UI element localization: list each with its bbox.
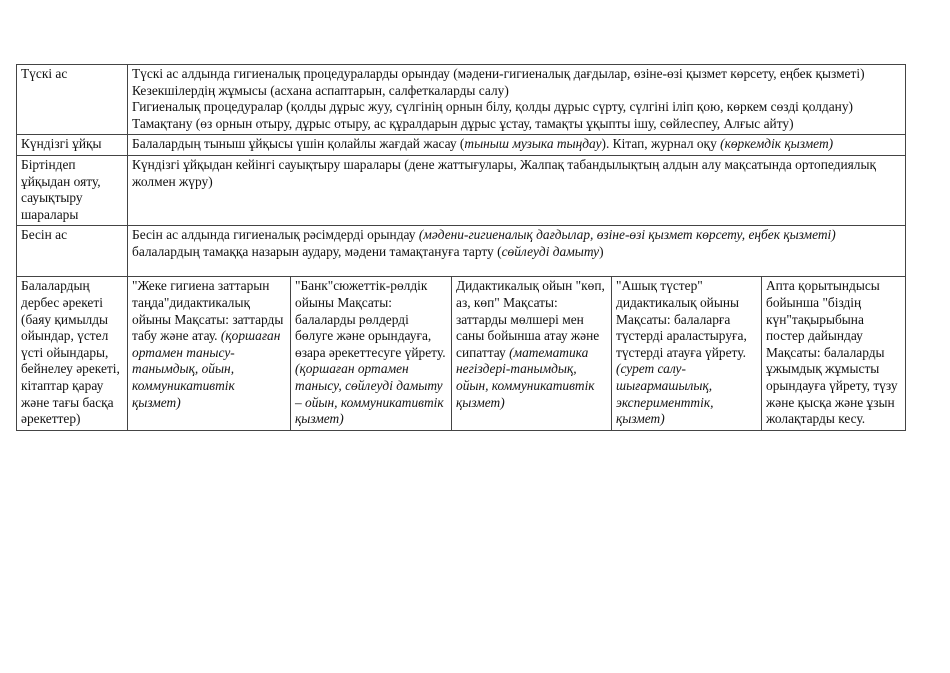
- content-italic: тыныш музыка тыңдау: [464, 136, 602, 152]
- activity-cell: [762, 277, 906, 430]
- activity-text: Апта қорытындысы бойынша "біздің күн"тақырыбына постер дайындау Мақсаты: балаларды ұжымдық жұмысты орындауға үйрету, түзу және қысқа және ұзын жолақтарды кесу.: [766, 278, 898, 427]
- table-row: [17, 135, 906, 156]
- activity-cell: [612, 277, 762, 430]
- table-row: [17, 277, 906, 430]
- activity-text: Дидактикалық ойын "көп, аз, көп" Мақсаты: заттарды мөлшері мен саны бойынша атау және сипаттау: [456, 278, 605, 360]
- activity-italic: (математика негіздері-танымдық, ойын, коммуникативтік қызмет): [456, 344, 595, 410]
- activity-cell: [452, 277, 612, 430]
- content-italic: (көркемдік қызмет): [720, 136, 834, 152]
- row-content: [128, 226, 906, 277]
- row-content: Күндізгі ұйқыдан кейінгі сауықтыру шаралары (дене жаттығулары, Жалпақ табандылықтың алдын алу мақсатында ортопедиялық жолмен жүру): [128, 155, 906, 225]
- content-italic: сөйлеуді дамыту: [501, 243, 600, 259]
- content-text: ): [599, 243, 604, 259]
- content-line: Тамақтану (өз орнын отыру, дұрыс отыру, ас құралдарын дұрыс ұстау, тамақты ұқыпты ішу, сөйлеспеу, Алғыс айту): [132, 115, 794, 131]
- table-row: [17, 65, 906, 135]
- activity-italic: (қоршаған ортамен танысу-танымдық, ойын, коммуникативтік қызмет): [132, 328, 281, 410]
- row-label: Түскі ас: [17, 65, 128, 135]
- activity-cell: [128, 277, 291, 430]
- content-line: Түскі ас алдында гигиеналық процедураларды орындау (мәдени-гигиеналық дағдылар, өзіне-өзі қызмет көрсету, еңбек қызметі): [132, 66, 865, 81]
- row-label: Балалардың дербес әрекеті (баяу қимылды ойындар, үстел үсті ойындары, бейнелеу әрекеті, кітаптар қарау және тағы басқа әрекеттер): [17, 277, 128, 430]
- content-text: Балалардың тыныш ұйқысы үшін қолайлы жағдай жасау (: [132, 136, 465, 152]
- table-row: [17, 155, 906, 225]
- content-italic: (мәдени-гигиеналық дағдылар, өзіне-өзі қызмет көрсету, еңбек қызметі): [418, 227, 836, 243]
- content-text: Бесін ас алдында гигиеналық рәсімдерді орындау: [132, 227, 419, 243]
- activity-cell: [291, 277, 452, 430]
- content-text: балалардың тамаққа назарын аудару, мәдени тамақтануға тарту (: [132, 243, 502, 259]
- row-label: Бесін ас: [17, 226, 128, 277]
- content-line: Кезекшілердің жұмысы (асхана аспаптарын, салфеткаларды салу): [132, 82, 509, 98]
- row-label: Біртіндеп ұйқыдан ояту, сауықтыру шаралары: [17, 155, 128, 225]
- activity-text: "Ашық түстер" дидактикалық ойыны Мақсаты: балаларға түстерді араластыруға, түстерді атауға үйрету.: [616, 278, 747, 360]
- row-content: [128, 135, 906, 156]
- row-label: Күндізгі ұйқы: [17, 135, 128, 156]
- activity-text: "Жеке гигиена заттарын таңда"дидактикалық ойыны Мақсаты: заттарды табу және атау.: [132, 278, 284, 344]
- row-content: [128, 65, 906, 135]
- table-row: [17, 226, 906, 277]
- content-line: Гигиеналық процедуралар (қолды дұрыс жуу, сүлгінің орнын білу, қолды дұрыс сүрту, сүлгіні іліп қою, көркем сөзді қолдану): [132, 99, 853, 115]
- activity-italic: (сурет салу-шығармашылық, эксперименттік, қызмет): [616, 361, 714, 427]
- content-text: ). Кітап, журнал оқу: [601, 136, 721, 152]
- schedule-table: [16, 64, 906, 431]
- activity-text: "Банк"сюжеттік-рөлдік ойыны Мақсаты: балаларды рөлдерді бөлуге және орындауға, өзара әрекеттесуге үйрету.: [295, 278, 446, 360]
- activity-italic: (қоршаған ортамен танысу, сөйлеуді дамыту – ойын, коммуникативтік қызмет): [295, 361, 444, 427]
